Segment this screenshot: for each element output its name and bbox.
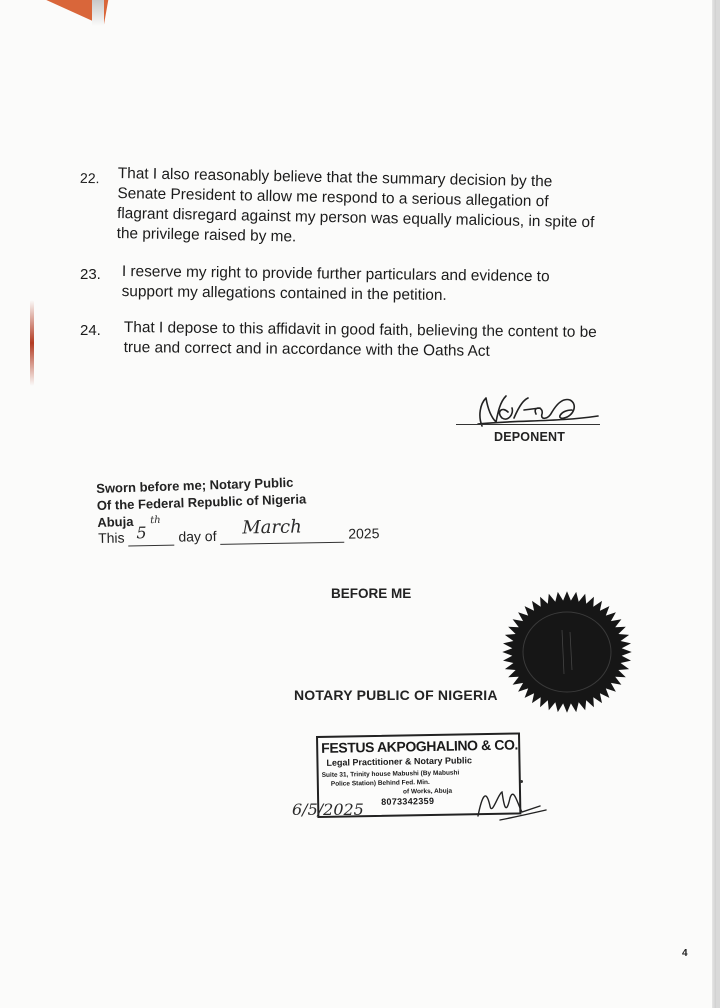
notary-seal (500, 590, 634, 714)
paragraph-number: 23. (80, 266, 101, 283)
paragraph-23: I reserve my right to provide further particulars and evidence to support my allegations contained in the petition. (121, 262, 550, 304)
notary-signature (470, 776, 550, 826)
month-handwritten: March (242, 516, 302, 539)
margin-ink-mark (30, 300, 34, 386)
stamp-handwritten-date: 6/5/2025 (292, 800, 364, 819)
stamp-address-line-3: of Works, Abuja (402, 787, 453, 796)
paragraph-22: That I also reasonably believe that the summary decision by the Senate President to allow me respond to a serious allegation of flagrant disregard against my person was equally malicious, in spite of the privilege raised by me. (116, 164, 595, 246)
stamp-firm-name: FESTUS AKPOGHALINO & CO. (321, 736, 519, 756)
month-blank (220, 516, 344, 545)
stamp-role: Legal Practitioner & Notary Public (326, 755, 473, 768)
stamp-phone: 8073342359 (381, 795, 435, 807)
page-number: 4 (682, 948, 688, 959)
page-edge-shadow (712, 0, 716, 1008)
seal-starburst (502, 591, 631, 712)
notary-public-title: NOTARY PUBLIC OF NIGERIA (294, 687, 498, 703)
this-word: This (98, 529, 125, 546)
folded-corner-shadow (92, 0, 104, 26)
paragraph-24: That I depose to this affidavit in good faith, believing the content to be true and correct and in accordance with the Oaths Act (123, 318, 597, 360)
signature-line (456, 424, 600, 425)
jurat-place: Abuja (97, 513, 134, 530)
year-text: 2025 (348, 525, 380, 542)
before-me-label: BEFORE ME (331, 586, 412, 601)
deponent-label: DEPONENT (494, 430, 566, 444)
stamp-address-line-2: Police Station) Behind Fed. Min. (330, 779, 430, 788)
paragraph-number: 22. (79, 169, 100, 187)
jurat-line-1: Sworn before me; Notary Public (96, 474, 294, 496)
day-handwritten: 5 (136, 523, 147, 543)
day-suffix-handwritten: th (150, 514, 161, 527)
day-blank (128, 514, 174, 547)
day-of-text: day of (178, 527, 217, 545)
ink-dot (520, 780, 523, 783)
stamp-address-line-1: Suite 31, Trinity house Mabushi (By Mabushi (321, 769, 460, 779)
paragraph-number: 24. (80, 322, 101, 339)
jurat-line-2: Of the Federal Republic of Nigeria (96, 491, 307, 513)
